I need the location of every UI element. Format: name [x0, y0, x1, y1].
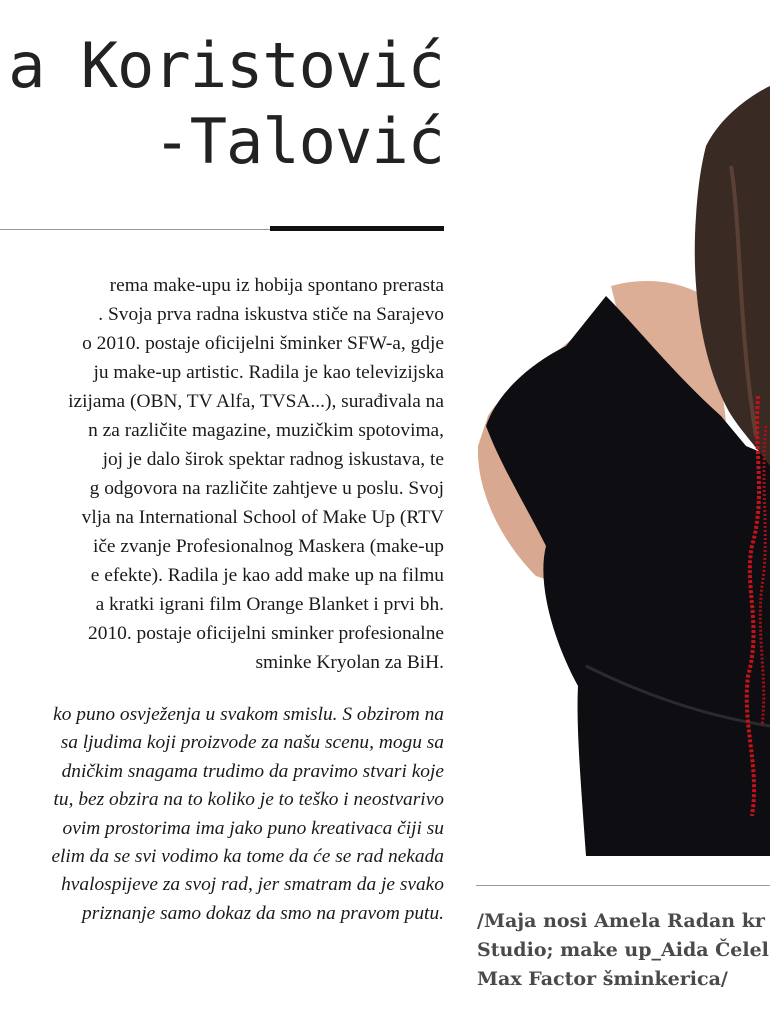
photo-caption [477, 907, 770, 994]
bio-line: e efekte). Radila je kao add make up na filmu [90, 565, 444, 586]
bio-line: ju make-up artistic. Radila je kao televizijska [93, 362, 444, 383]
quote-line: tu, bez obzira na to koliko je to teško i neostvarivo [53, 789, 444, 811]
bio-line: vlja na International School of Make Up (RTV [81, 507, 444, 528]
caption-line: Studio; make up_Aida Čelel [477, 939, 769, 961]
article-title-line-2: -Talović [153, 105, 444, 178]
bio-line: joj je dalo širok spektar radnog iskustava, te [102, 449, 444, 470]
bio-line: iče zvanje Profesionalnog Maskera (make-up [92, 536, 444, 557]
quote-paragraph [0, 701, 444, 928]
bio-line: n za različite magazine, muzičkim spotovima, [88, 420, 444, 441]
caption-divider [476, 885, 770, 886]
caption-line: /Maja nosi Amela Radan kr [477, 910, 765, 932]
bio-line: o 2010. postaje oficijelni šminker SFW-a, gdje [82, 333, 444, 354]
bio-paragraph [0, 271, 444, 677]
quote-line: sa ljudima koji proizvode za našu scenu, mogu sa [60, 732, 444, 754]
bio-line: sminke Kryolan za BiH. [255, 652, 444, 673]
caption-line: Max Factor šminkerica/ [477, 968, 728, 990]
quote-line: priznanje samo dokaz da smo na pravom putu. [82, 902, 444, 924]
bio-line: 2010. postaje oficijelni sminker profesionalne [88, 623, 444, 644]
article-title-line-1: a Koristović [8, 29, 444, 102]
quote-line: ovim prostorima ima jako puno kreativaca čiji su [62, 817, 444, 839]
portrait-photo [476, 26, 770, 856]
quote-line: hvalospijeve za svoj rad, jer smatram da je svako [61, 874, 444, 896]
bio-line: . Svoja prva radna iskustva stiče na Sarajevo [98, 304, 444, 325]
bio-line: rema make-upu iz hobija spontano prerasta [109, 275, 444, 296]
quote-line: elim da se svi vodimo ka tome da će se rad nekada [51, 846, 444, 868]
quote-line: ko puno osvježenja u svakom smislu. S obzirom na [53, 704, 444, 725]
bio-line: izijama (OBN, TV Alfa, TVSA...), surađivala na [68, 391, 444, 412]
bio-line: g odgovora na različite zahtjeve u poslu. Svoj [89, 478, 444, 499]
bio-line: a kratki igrani film Orange Blanket i prvi bh. [95, 594, 444, 615]
title-accent-bar [270, 226, 444, 231]
quote-line: dničkim snagama trudimo da pravimo stvari koje [61, 760, 444, 782]
